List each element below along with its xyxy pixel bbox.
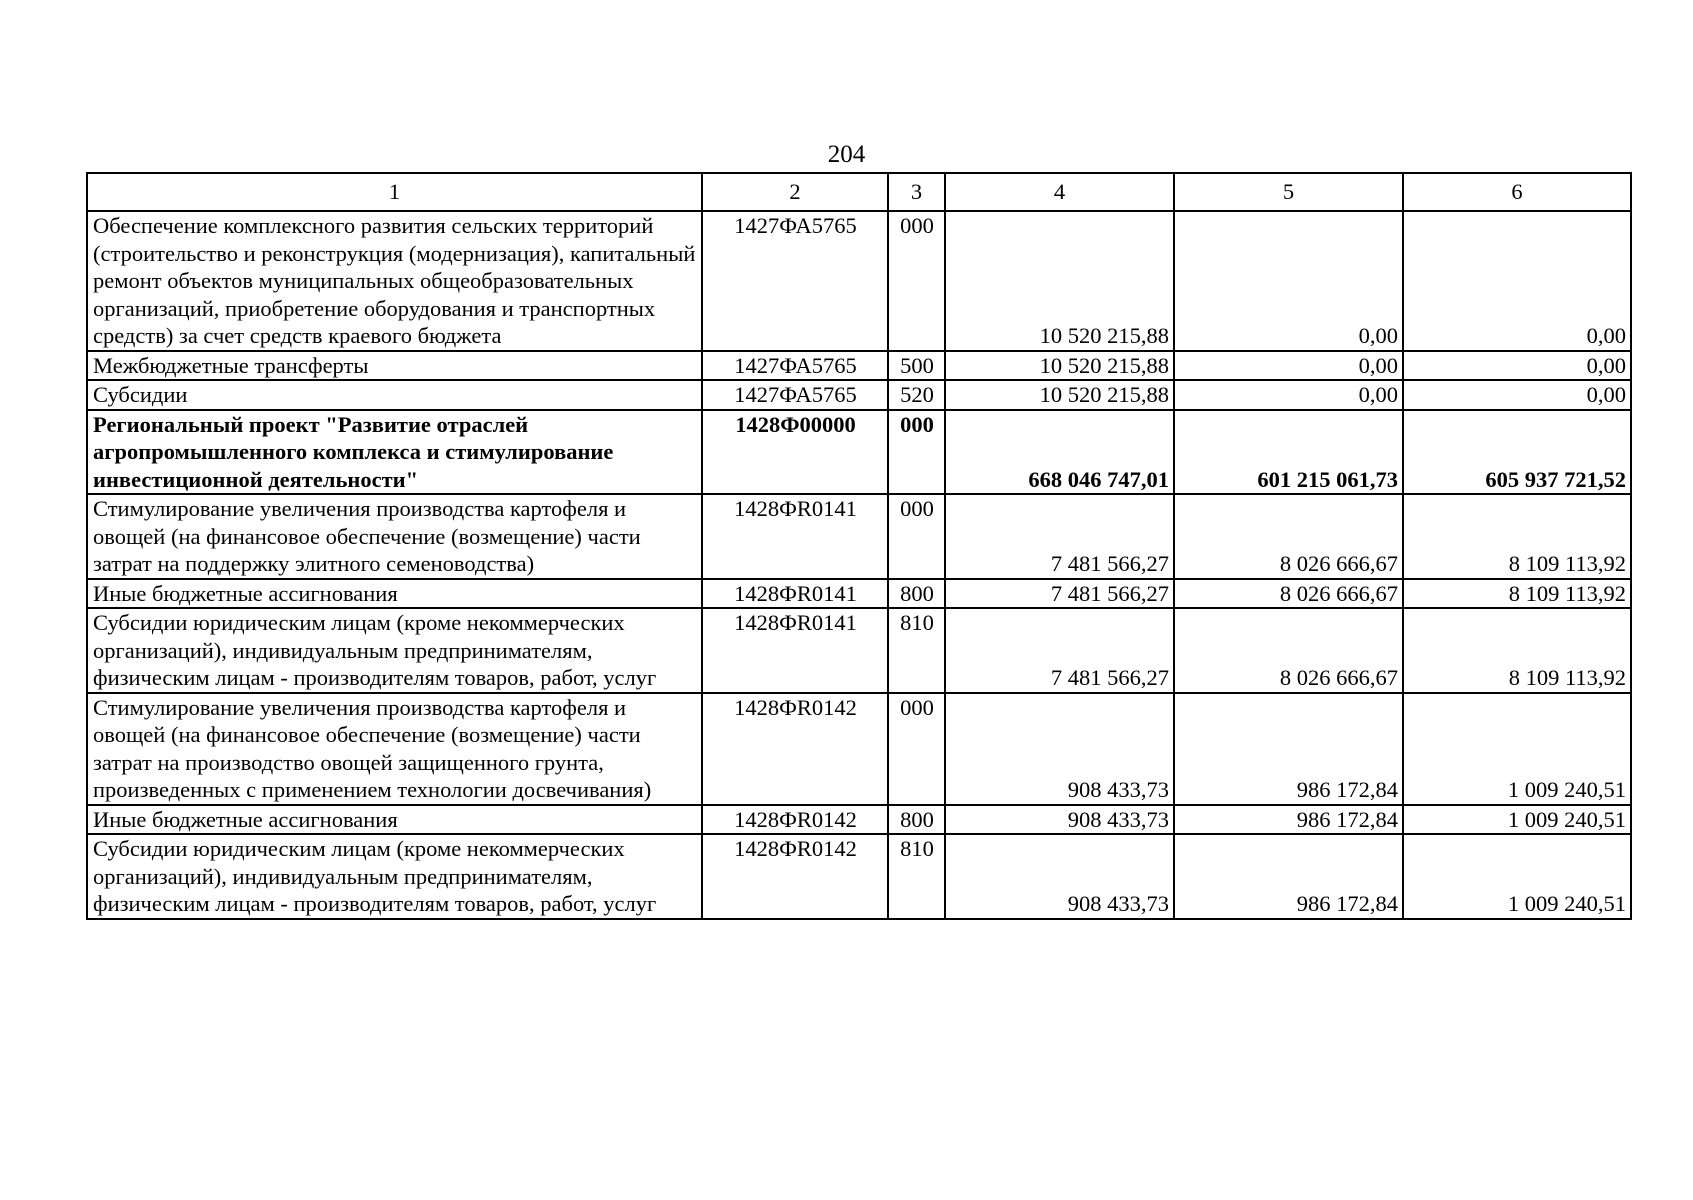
row-name-cell: Иные бюджетные ассигнования [87,579,702,609]
row-amount-col6-cell: 1 009 240,51 [1403,834,1631,919]
table-row [87,494,1631,579]
row-amount-col4-cell: 908 433,73 [945,693,1174,805]
row-amount-col4-cell: 10 520 215,88 [945,380,1174,410]
row-expense-type-cell: 000 [888,410,945,495]
row-amount-col5-cell: 0,00 [1174,380,1403,410]
row-amount-col6-cell: 8 109 113,92 [1403,579,1631,609]
column-header: 5 [1174,173,1403,211]
table-row [87,834,1631,919]
row-name-cell: Субсидии юридическим лицам (кроме некоммерческих организаций), индивидуальным предпринимателям, физическим лицам - производителям товаров, работ, услуг [87,834,702,919]
column-number-row [87,173,1631,211]
row-amount-col6-cell: 8 109 113,92 [1403,608,1631,693]
row-expense-type-cell: 800 [888,579,945,609]
row-amount-col4-cell: 10 520 215,88 [945,211,1174,351]
page-number: 204 [827,141,866,168]
row-expense-type-cell: 500 [888,351,945,381]
row-amount-col5-cell: 8 026 666,67 [1174,608,1403,693]
row-amount-col4-cell: 908 433,73 [945,834,1174,919]
table-row [87,608,1631,693]
row-amount-col5-cell: 986 172,84 [1174,693,1403,805]
row-name-cell: Межбюджетные трансферты [87,351,702,381]
row-amount-col6-cell: 0,00 [1403,351,1631,381]
row-amount-col6-cell: 605 937 721,52 [1403,410,1631,495]
row-amount-col5-cell: 8 026 666,67 [1174,579,1403,609]
row-code-cell: 1428ФR0142 [702,834,888,919]
row-amount-col4-cell: 7 481 566,27 [945,608,1174,693]
row-amount-col4-cell: 7 481 566,27 [945,494,1174,579]
row-expense-type-cell: 810 [888,608,945,693]
row-amount-col5-cell: 986 172,84 [1174,834,1403,919]
row-amount-col4-cell: 908 433,73 [945,805,1174,835]
table-body [87,173,1631,919]
row-code-cell: 1428ФR0141 [702,608,888,693]
row-expense-type-cell: 000 [888,494,945,579]
row-expense-type-cell: 000 [888,693,945,805]
row-amount-col4-cell: 7 481 566,27 [945,579,1174,609]
column-header: 2 [702,173,888,211]
row-expense-type-cell: 000 [888,211,945,351]
row-amount-col5-cell: 0,00 [1174,211,1403,351]
row-name-cell: Субсидии юридическим лицам (кроме некоммерческих организаций), индивидуальным предпринимателям, физическим лицам - производителям товаров, работ, услуг [87,608,702,693]
budget-table [86,172,1632,920]
row-code-cell: 1428ФR0141 [702,579,888,609]
row-amount-col5-cell: 0,00 [1174,351,1403,381]
row-code-cell: 1428ФR0142 [702,805,888,835]
row-amount-col6-cell: 8 109 113,92 [1403,494,1631,579]
table-row [87,579,1631,609]
row-name-cell: Субсидии [87,380,702,410]
column-header: 4 [945,173,1174,211]
column-header: 3 [888,173,945,211]
row-code-cell: 1428ФR0142 [702,693,888,805]
table-row [87,380,1631,410]
row-amount-col6-cell: 1 009 240,51 [1403,693,1631,805]
row-expense-type-cell: 800 [888,805,945,835]
row-amount-col5-cell: 986 172,84 [1174,805,1403,835]
row-amount-col6-cell: 0,00 [1403,380,1631,410]
row-name-cell: Стимулирование увеличения производства картофеля и овощей (на финансовое обеспечение (возмещение) части затрат на производство овощей защищенного грунта, произведенных с применением технологии досвечивания) [87,693,702,805]
row-amount-col6-cell: 1 009 240,51 [1403,805,1631,835]
row-expense-type-cell: 810 [888,834,945,919]
table-row [87,351,1631,381]
row-amount-col5-cell: 601 215 061,73 [1174,410,1403,495]
row-code-cell: 1427ФА5765 [702,351,888,381]
row-code-cell: 1428Ф00000 [702,410,888,495]
row-name-cell: Обеспечение комплексного развития сельских территорий (строительство и реконструкция (модернизация), капитальный ремонт объектов муниципальных общеобразовательных организаций, приобретение оборудования и транспортных средств) за счет средств краевого бюджета [87,211,702,351]
row-code-cell: 1428ФR0141 [702,494,888,579]
row-amount-col6-cell: 0,00 [1403,211,1631,351]
table-row [87,211,1631,351]
row-name-cell: Региональный проект "Развитие отраслей агропромышленного комплекса и стимулирование инвестиционной деятельности" [87,410,702,495]
row-code-cell: 1427ФА5765 [702,211,888,351]
table-row [87,693,1631,805]
row-name-cell: Стимулирование увеличения производства картофеля и овощей (на финансовое обеспечение (возмещение) части затрат на поддержку элитного семеноводства) [87,494,702,579]
row-amount-col4-cell: 668 046 747,01 [945,410,1174,495]
row-code-cell: 1427ФА5765 [702,380,888,410]
table-row [87,410,1631,495]
row-amount-col4-cell: 10 520 215,88 [945,351,1174,381]
row-amount-col5-cell: 8 026 666,67 [1174,494,1403,579]
row-expense-type-cell: 520 [888,380,945,410]
column-header: 1 [87,173,702,211]
row-name-cell: Иные бюджетные ассигнования [87,805,702,835]
table-row [87,805,1631,835]
column-header: 6 [1403,173,1631,211]
